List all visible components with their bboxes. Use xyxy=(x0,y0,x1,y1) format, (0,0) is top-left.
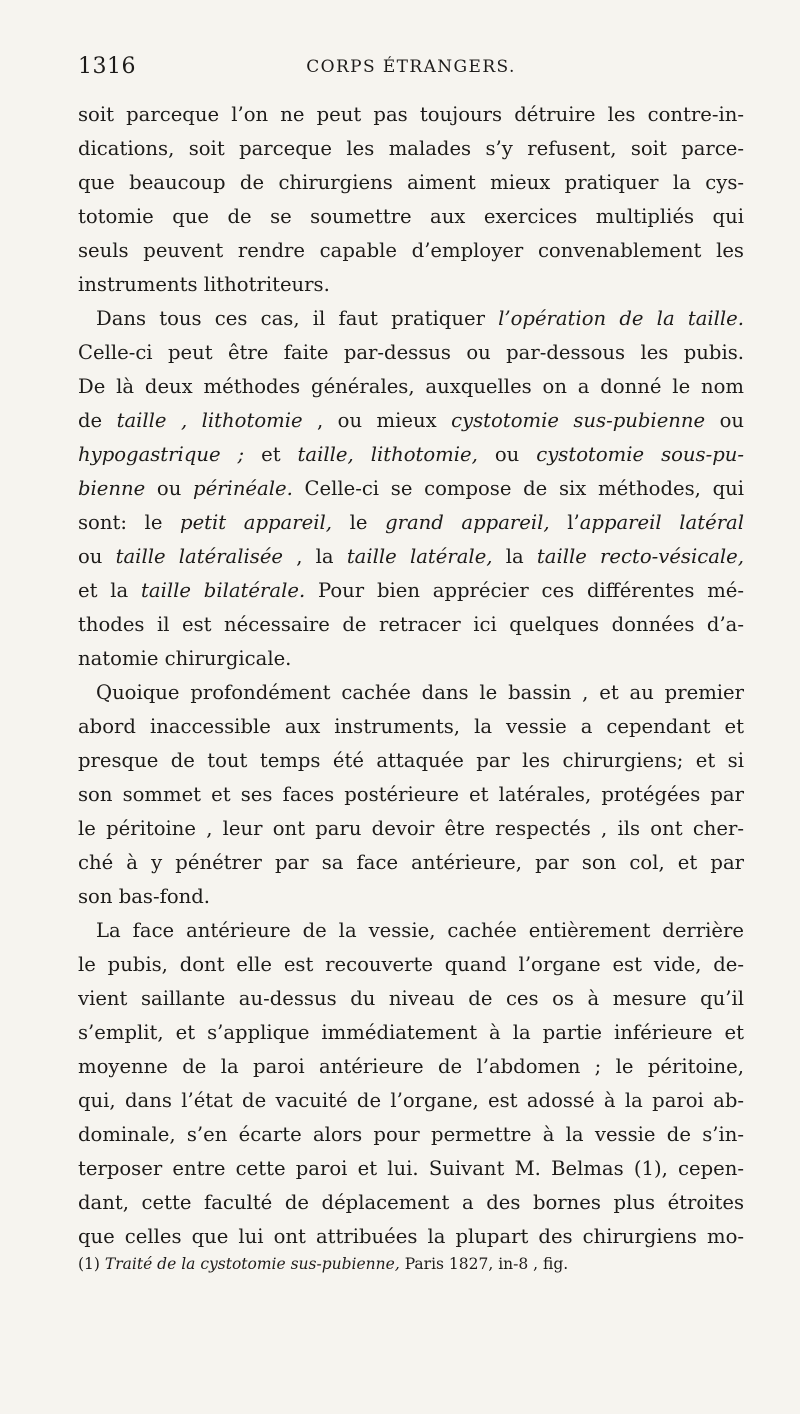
running-head: CORPS ÉTRANGERS. xyxy=(306,57,516,77)
text-run: La face antérieure de la vessie, cachée entièrement derrière xyxy=(96,919,744,942)
italic-text: taille bilatérale. xyxy=(141,579,306,602)
text-line xyxy=(78,812,744,846)
text-run: ou xyxy=(78,545,116,568)
page-number: 1316 xyxy=(78,54,136,79)
text-run: presque de tout temps été attaquée par les chirurgiens; et si xyxy=(78,749,744,772)
text-line xyxy=(78,846,744,880)
text-line xyxy=(78,540,744,574)
text-run: et xyxy=(244,443,298,466)
text-run: instruments lithotriteurs. xyxy=(78,273,330,296)
text-run: Dans tous ces cas, il faut pratiquer xyxy=(96,307,499,330)
text-run: son bas-fond. xyxy=(78,885,211,908)
body-text xyxy=(78,98,744,1254)
text-line xyxy=(78,778,744,812)
italic-text: petit appareil, xyxy=(180,511,332,534)
text-run: dominale, s’en écarte alors pour permettre à la vessie de s’in- xyxy=(78,1123,744,1146)
italic-text: taille recto-vésicale, xyxy=(536,545,744,568)
text-line xyxy=(78,1084,744,1118)
text-run: Pour bien apprécier ces différentes mé- xyxy=(305,579,744,602)
text-line xyxy=(78,200,744,234)
text-run: , ou mieux xyxy=(302,409,452,432)
italic-text: taille latérale, xyxy=(346,545,493,568)
text-run: l’ xyxy=(549,511,580,534)
text-run: Quoique profondément cachée dans le bassin , et au premier xyxy=(96,681,744,704)
text-run: la xyxy=(492,545,537,568)
text-line xyxy=(78,676,744,710)
text-line xyxy=(78,234,744,268)
italic-text: grand appareil, xyxy=(385,511,550,534)
text-line xyxy=(78,982,744,1016)
page-header xyxy=(78,54,744,84)
text-line xyxy=(78,948,744,982)
text-line xyxy=(78,1186,744,1220)
text-line xyxy=(78,336,744,370)
italic-text: hypogastrique ; xyxy=(78,443,245,466)
text-run: que beaucoup de chirurgiens aiment mieux pratiquer la cys- xyxy=(78,171,744,194)
text-line xyxy=(78,370,744,404)
text-run: le pubis, dont elle est recouverte quand l’organe est vide, de- xyxy=(78,953,744,976)
text-line xyxy=(78,608,744,642)
text-run: dications, soit parceque les malades s’y refusent, soit parce- xyxy=(78,137,744,160)
text-run: , la xyxy=(283,545,347,568)
italic-text: taille latéralisée xyxy=(115,545,284,568)
text-line xyxy=(78,132,744,166)
footnote-mark: (1) xyxy=(78,1255,100,1273)
italic-text: cystotomie sous-pu- xyxy=(536,443,744,466)
footnote-title: Traité de la cystotomie sus-pubienne, xyxy=(104,1255,400,1273)
text-run: sont: le xyxy=(78,511,181,534)
italic-text: périnéale. xyxy=(193,477,293,500)
italic-text: cystotomie sus-pubienne xyxy=(451,409,706,432)
italic-text: l’opération de la taille. xyxy=(498,307,744,330)
text-line xyxy=(78,880,744,914)
text-line xyxy=(78,1118,744,1152)
footnote-reference: Paris 1827, in-8 , fig. xyxy=(404,1255,569,1273)
text-line xyxy=(78,744,744,778)
text-run: natomie chirurgicale. xyxy=(78,647,292,670)
italic-text: taille, lithotomie, xyxy=(297,443,478,466)
text-run: le xyxy=(331,511,386,534)
footnote xyxy=(78,1255,744,1273)
text-run: Celle-ci peut être faite par-dessus ou par-dessous les pubis. xyxy=(78,341,744,364)
text-line xyxy=(78,166,744,200)
text-line xyxy=(78,302,744,336)
text-run: moyenne de la paroi antérieure de l’abdomen ; le péritoine, xyxy=(78,1055,744,1078)
text-line xyxy=(78,472,744,506)
text-line xyxy=(78,438,744,472)
text-run: qui, dans l’état de vacuité de l’organe, est adossé à la paroi ab- xyxy=(78,1089,744,1112)
text-run: thodes il est nécessaire de retracer ici quelques données d’a- xyxy=(78,613,744,636)
text-run: dant, cette faculté de déplacement a des bornes plus étroites xyxy=(78,1191,744,1214)
text-line xyxy=(78,268,744,302)
text-line xyxy=(78,1220,744,1254)
text-run: soit parceque l’on ne peut pas toujours détruire les contre-in- xyxy=(78,103,744,126)
text-run: le péritoine , leur ont paru devoir être respectés , ils ont cher- xyxy=(78,817,744,840)
text-run: de xyxy=(78,409,117,432)
text-line xyxy=(78,710,744,744)
text-run: totomie que de se soumettre aux exercices multipliés qui xyxy=(78,205,744,228)
text-run: De là deux méthodes générales, auxquelles on a donné le nom xyxy=(78,375,744,398)
text-run: ou xyxy=(145,477,194,500)
text-run: son sommet et ses faces postérieure et latérales, protégées par xyxy=(78,783,744,806)
text-run: vient saillante au-dessus du niveau de ces os à mesure qu’il xyxy=(78,987,744,1010)
italic-text: appareil latéral xyxy=(579,511,744,534)
text-line xyxy=(78,914,744,948)
text-run: terposer entre cette paroi et lui. Suivant M. Belmas (1), cepen- xyxy=(78,1157,744,1180)
text-run: que celles que lui ont attribuées la plupart des chirurgiens mo- xyxy=(78,1225,744,1248)
text-run: ou xyxy=(705,409,744,432)
text-line xyxy=(78,1016,744,1050)
text-run: et la xyxy=(78,579,142,602)
text-run: ché à y pénétrer par sa face antérieure, par son col, et par xyxy=(78,851,744,874)
text-line xyxy=(78,574,744,608)
italic-text: taille , lithotomie xyxy=(116,409,303,432)
text-line xyxy=(78,642,744,676)
text-run: Celle-ci se compose de six méthodes, qui xyxy=(292,477,744,500)
text-line xyxy=(78,506,744,540)
text-run: ou xyxy=(477,443,537,466)
text-line xyxy=(78,1152,744,1186)
text-run: abord inaccessible aux instruments, la vessie a cependant et xyxy=(78,715,744,738)
text-run: seuls peuvent rendre capable d’employer convenablement les xyxy=(78,239,744,262)
text-line xyxy=(78,98,744,132)
italic-text: bienne xyxy=(78,477,146,500)
text-line xyxy=(78,1050,744,1084)
text-line xyxy=(78,404,744,438)
text-run: s’emplit, et s’applique immédiatement à la partie inférieure et xyxy=(78,1021,744,1044)
